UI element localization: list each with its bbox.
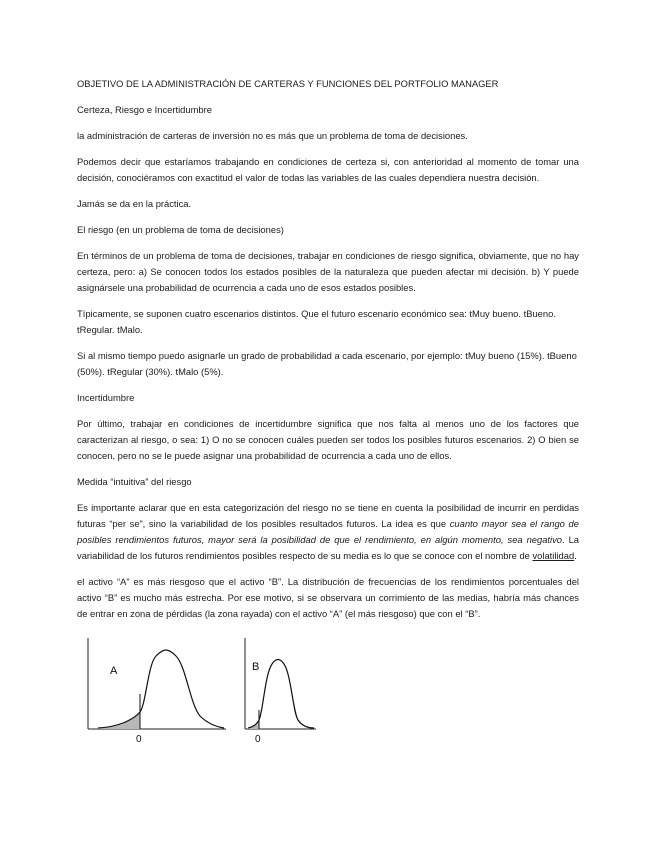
heading-incertidumbre: Incertidumbre xyxy=(77,392,135,403)
paragraph-2: Podemos decir que estaríamos trabajando en condiciones de certeza si, con anterioridad al momento de tomar una decisión, conociéramos con exactitud el valor de todas las variables de las cuales dependiera nuestra decisión. xyxy=(77,156,579,183)
figure-a-zero-label: 0 xyxy=(136,734,142,745)
document-title: OBJETIVO DE LA ADMINISTRACIÓN DE CARTERAS Y FUNCIONES DEL PORTFOLIO MANAGER xyxy=(77,78,499,89)
paragraph-7: Por último, trabajar en condiciones de incertidumbre significa que nos falta al menos uno de los factores que caracterizan al riesgo, o sea: 1) O no se conocen cuáles pueden ser todos los posibles futuros escenarios. 2) O bien se conocen, pero no se le puede asignar una probabilidad de ocurrencia a cada uno de ellos. xyxy=(77,418,579,461)
heading-riesgo: El riesgo (en un problema de toma de decisiones) xyxy=(77,224,284,235)
figure-b xyxy=(245,638,316,745)
figure-b-label: B xyxy=(252,661,260,673)
figure-a-loss-area xyxy=(98,712,140,729)
heading-medida: Medida “intuitiva” del riesgo xyxy=(77,476,192,487)
paragraph-5: Típicamente, se suponen cuatro escenarios distintos. Que el futuro escenario económico sea: tMuy bueno. tBueno. tRegular. tMalo. xyxy=(77,308,556,335)
paragraph-6: Si al mismo tiempo puedo asignarle un grado de probabilidad a cada escenario, por ejemplo: tMuy bueno (15%). tBueno (50%). tRegular (30%). tMalo (5%). xyxy=(77,350,577,377)
figure-b-zero-label: 0 xyxy=(255,734,261,745)
paragraph-9: el activo “A” es más riesgoso que el activo “B”. La distribución de frecuencias de los rendimientos porcentuales del activo “B” es mucho más estrecha. Por ese motivo, si se observara un corrimiento de las medias, habría más chances de entrar en zona de pérdidas (la zona rayada) con el activo “A” (el más riesgoso) que con el “B”. xyxy=(77,576,579,619)
volatilidad-term: volatilidad xyxy=(532,550,575,561)
figure-a xyxy=(88,638,226,745)
paragraph-4: En términos de un problema de toma de decisiones, trabajar en condiciones de riesgo significa, obviamente, que no hay certeza, pero: a) Se conocen todos los estados posibles de la naturaleza que pueden afectar mi decisión. b) Y puede asignársele una probabilidad de ocurrencia a cada uno de esos estados posibles. xyxy=(77,250,579,293)
paragraph-8-italic: cuanto mayor sea el rango de posibles rendimientos futuros, mayor será la posibilidad de que el rendimiento, en algún momento, sea negativo xyxy=(77,518,579,545)
section-subtitle: Certeza, Riesgo e Incertidumbre xyxy=(77,104,212,115)
paragraph-1: la administración de carteras de inversión no es más que un problema de toma de decisiones. xyxy=(77,130,468,141)
distribution-figures xyxy=(78,634,328,752)
paragraph-8-part-2: . La variabilidad de los futuros rendimientos posibles respecto de su media es lo que se conoce con el nombre de xyxy=(77,534,579,561)
paragraph-8-part-1: Es importante aclarar que en esta categorización del riesgo no se tiene en cuenta la posibilidad de incurrir en perdidas futuras “per se”, sino la variabilidad de los posibles resultados futuros. La idea es que xyxy=(77,502,579,529)
paragraph-8-end: . xyxy=(574,550,577,561)
distribution-figures-svg xyxy=(78,634,328,752)
paragraph-3: Jamás se da en la práctica. xyxy=(77,198,192,209)
document-body xyxy=(77,76,579,622)
paragraph-8 xyxy=(77,500,579,564)
figure-a-label: A xyxy=(110,665,118,677)
figure-a-curve xyxy=(98,650,224,728)
